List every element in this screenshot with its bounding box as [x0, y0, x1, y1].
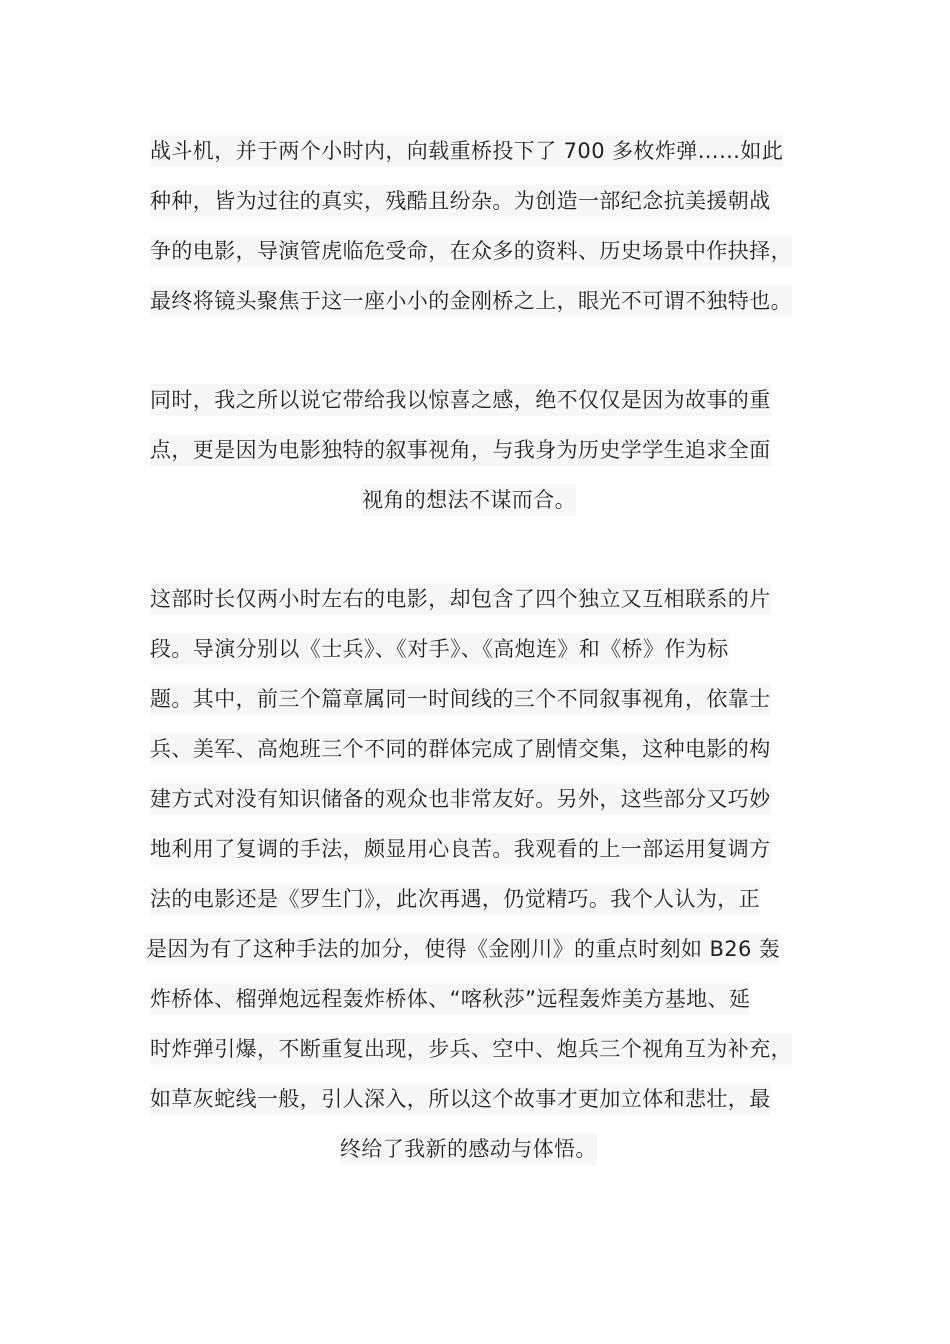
text-line — [150, 624, 822, 674]
text-line — [150, 375, 822, 425]
line-text: 种种，皆为过往的真实，残酷且纷杂。为创造一部纪念抗美援朝战 — [150, 185, 771, 217]
line-text: 段。导演分别以《士兵》、《对手》、《高炮连》和《桥》作为标 — [150, 633, 729, 665]
text-line — [146, 924, 822, 974]
line-text: 点，更是因为电影独特的叙事视角，与我身为历史学学生追求全面 — [150, 434, 771, 466]
paragraph-2 — [150, 375, 822, 525]
text-line — [150, 226, 822, 276]
text-line — [150, 475, 822, 525]
text-line — [150, 176, 822, 226]
paragraph-3 — [146, 574, 822, 1174]
text-line — [150, 425, 822, 475]
text-line — [150, 824, 822, 874]
line-text: 这部时长仅两小时左右的电影，却包含了四个独立又互相联系的片 — [150, 583, 771, 615]
line-text: 是因为有了这种手法的加分，使得《金刚川》的重点时刻如 B26 轰 — [146, 933, 780, 965]
text-line — [150, 724, 822, 774]
text-line — [150, 1024, 822, 1074]
paragraph-1 — [150, 126, 822, 326]
line-text: 地利用了复调的手法，颇显用心良苦。我观看的上一部运用复调方 — [150, 833, 771, 865]
text-line — [150, 1074, 822, 1124]
line-text: 题。其中，前三个篇章属同一时间线的三个不同叙事视角，依靠士 — [150, 683, 771, 715]
text-line — [150, 874, 822, 924]
line-text: 最终将镜头聚焦于这一座小小的金刚桥之上，眼光不可谓不独特也。 — [150, 285, 792, 317]
line-text: 如草灰蛇线一般，引人深入，所以这个故事才更加立体和悲壮，最 — [150, 1083, 771, 1115]
text-line — [150, 574, 822, 624]
text-line — [150, 674, 822, 724]
text-line — [150, 974, 822, 1024]
line-text: 兵、美军、高炮班三个不同的群体完成了剧情交集，这种电影的构 — [150, 733, 771, 765]
text-line — [150, 276, 822, 326]
text-line — [150, 126, 822, 176]
text-line — [150, 1124, 822, 1174]
line-text: 战斗机，并于两个小时内，向载重桥投下了 700 多枚炸弹……如此 — [150, 135, 783, 167]
line-text: 时炸弹引爆，不断重复出现，步兵、空中、炮兵三个视角互为补充， — [150, 1033, 792, 1065]
line-text: 同时，我之所以说它带给我以惊喜之感，绝不仅仅是因为故事的重 — [150, 384, 771, 416]
line-text: 建方式对没有知识储备的观众也非常友好。另外，这些部分又巧妙 — [150, 783, 771, 815]
line-text: 法的电影还是《罗生门》，此次再遇，仍觉精巧。我个人认为，正 — [150, 883, 760, 915]
line-text: 终给了我新的感动与体悟。 — [340, 1133, 597, 1165]
line-text: 炸桥体、榴弹炮远程轰炸桥体、“喀秋莎”远程轰炸美方基地、延 — [150, 983, 750, 1015]
line-text: 视角的想法不谋而合。 — [362, 484, 576, 516]
text-line — [150, 774, 822, 824]
line-text: 争的电影，导演管虎临危受命，在众多的资料、历史场景中作抉择， — [150, 235, 792, 267]
